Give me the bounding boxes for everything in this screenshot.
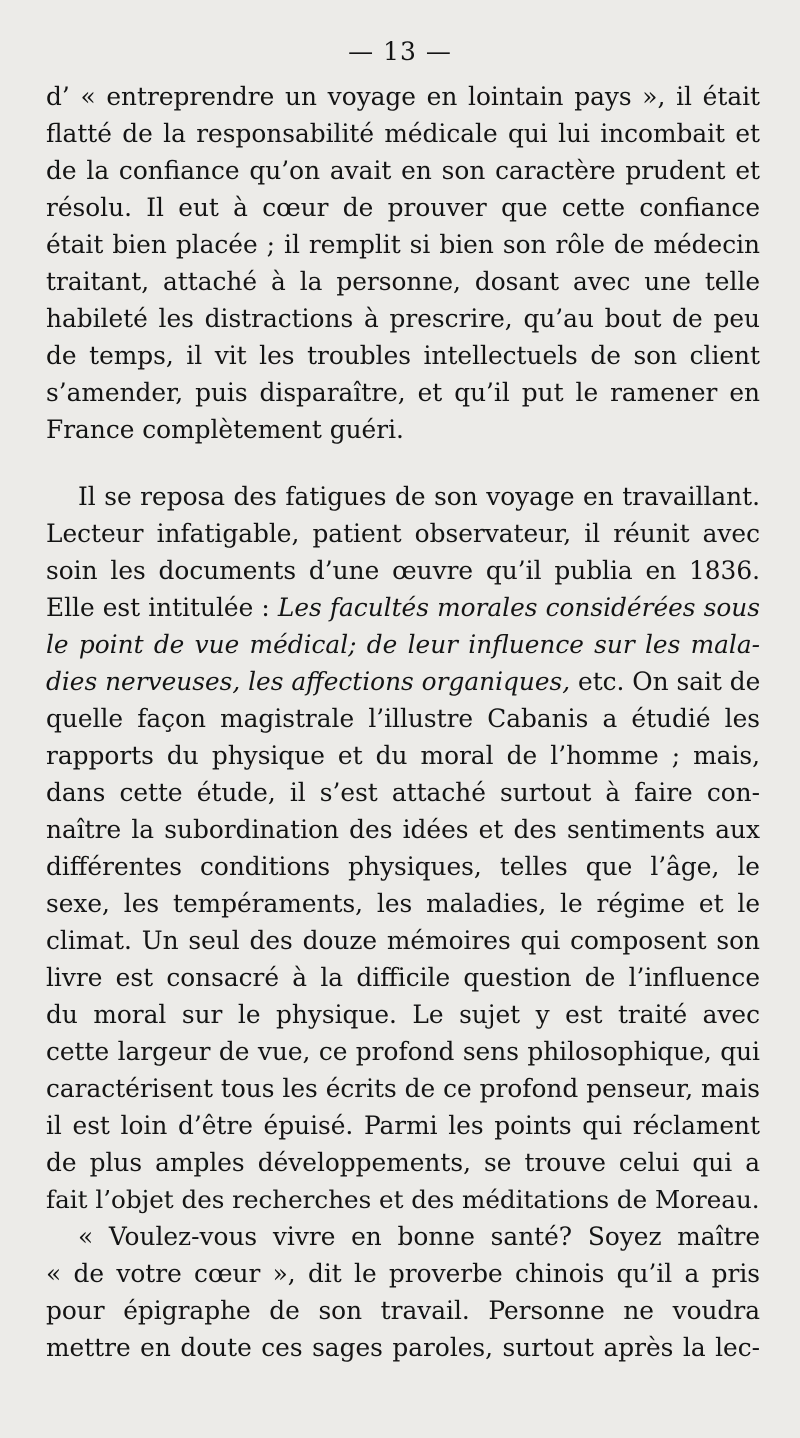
book-title-line: le point de vue médical; de leur influence sur les mala- xyxy=(46,630,760,659)
text-line: climat. Un seul des douze mémoires qui composent son xyxy=(46,926,760,955)
text-line: caractérisent tous les écrits de ce profond penseur, mais xyxy=(46,1074,760,1103)
text-line: quelle façon magistrale l’illustre Cabanis a étudié les xyxy=(46,704,760,733)
text-line: Il se reposa des fatigues de son voyage en travaillant. xyxy=(78,482,760,511)
text-line: Lecteur infatigable, patient observateur, il réunit avec xyxy=(46,519,760,548)
text-line: cette largeur de vue, ce profond sens philosophique, qui xyxy=(46,1037,760,1066)
text-line: de plus amples développements, se trouve celui qui a xyxy=(46,1148,760,1177)
text-line: « Voulez-vous vivre en bonne santé? Soyez maître xyxy=(78,1222,760,1251)
text-line-mixed xyxy=(46,663,760,700)
text-line: du moral sur le physique. Le sujet y est traité avec xyxy=(46,1000,760,1029)
text-line: dans cette étude, il s’est attaché surtout à faire con- xyxy=(46,778,760,807)
text-line: sexe, les tempéraments, les maladies, le régime et le xyxy=(46,889,760,918)
text-line: s’amender, puis disparaître, et qu’il put le ramener en xyxy=(46,378,760,407)
text-line: naître la subordination des idées et des sentiments aux xyxy=(46,815,760,844)
page-number: — 13 — xyxy=(348,37,452,66)
text-line: « de votre cœur », dit le proverbe chinois qu’il a pris xyxy=(46,1259,760,1288)
text-line: habileté les distractions à prescrire, qu’au bout de peu xyxy=(46,304,760,333)
text-line: fait l’objet des recherches et des méditations de Moreau. xyxy=(46,1185,760,1214)
text-line: différentes conditions physiques, telles que l’âge, le xyxy=(46,852,760,881)
book-title-fragment: dies nerveuses, les affections organiques, xyxy=(46,667,571,696)
text-line: rapports du physique et du moral de l’homme ; mais, xyxy=(46,741,760,770)
text-line: France complètement guéri. xyxy=(46,415,404,444)
text-line: traitant, attaché à la personne, dosant avec une telle xyxy=(46,267,760,296)
text-line: mettre en doute ces sages paroles, surtout après la lec- xyxy=(46,1333,760,1362)
body-text xyxy=(46,78,760,1366)
paragraph-2 xyxy=(46,478,760,1218)
book-title-fragment: Les facultés morales considérées sous xyxy=(277,593,760,622)
text-line: flatté de la responsabilité médicale qui lui incombait et xyxy=(46,119,760,148)
text-line: il est loin d’être épuisé. Parmi les points qui réclament xyxy=(46,1111,760,1140)
text-line: résolu. Il eut à cœur de prouver que cette confiance xyxy=(46,193,760,222)
text-line: pour épigraphe de son travail. Personne ne voudra xyxy=(46,1296,760,1325)
text-line-mixed xyxy=(46,589,760,626)
paragraph-gap xyxy=(46,448,760,478)
text-line: livre est consacré à la difficile question de l’influence xyxy=(46,963,760,992)
paragraph-3 xyxy=(46,1218,760,1366)
text-line: soin les documents d’une œuvre qu’il publia en 1836. xyxy=(46,556,760,585)
text-fragment: etc. On sait de xyxy=(578,667,761,696)
text-line: de temps, il vit les troubles intellectuels de son client xyxy=(46,341,760,370)
text-line: était bien placée ; il remplit si bien son rôle de médecin xyxy=(46,230,760,259)
text-fragment: Elle est intitulée : xyxy=(46,593,270,622)
text-line: de la confiance qu’on avait en son caractère prudent et xyxy=(46,156,760,185)
text-line: d’ « entreprendre un voyage en lointain pays », il était xyxy=(46,82,760,111)
paragraph-1 xyxy=(46,78,760,448)
